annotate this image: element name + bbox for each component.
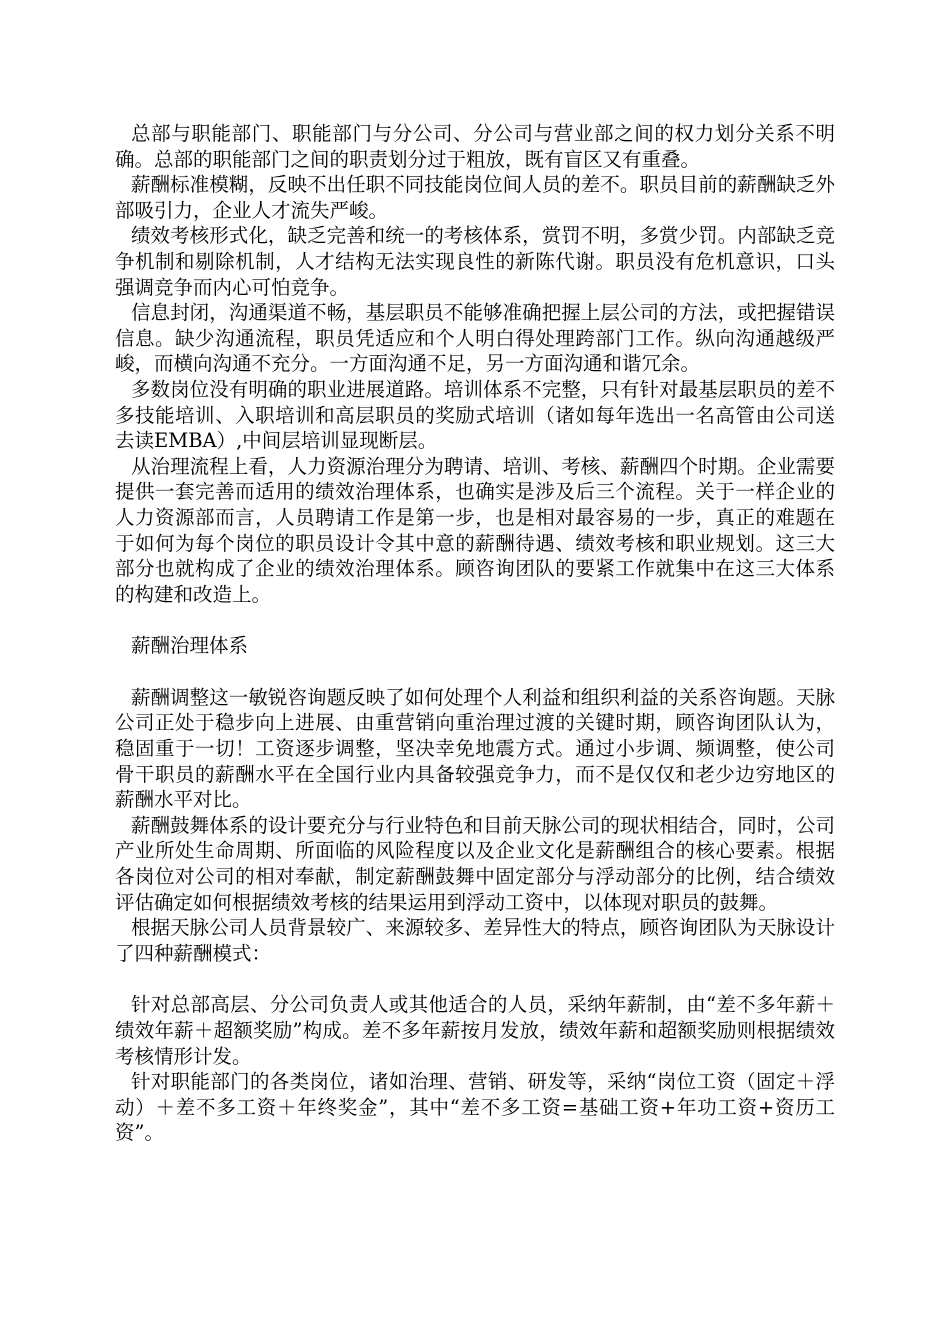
paragraph: 总部与职能部门、职能部门与分公司、分公司与营业部之间的权力划分关系不明确。总部的职能部门之间的职责划分过于粗放，既有盲区又有重叠。: [115, 122, 835, 171]
section-compensation: [115, 633, 835, 966]
paragraph: 针对总部高层、分公司负责人或其他适合的人员，采纳年薪制，由“差不多年薪＋绩效年薪＋超额奖励”构成。差不多年薪按月发放，绩效年薪和超额奖励则根据绩效考核情形计发。: [115, 993, 835, 1068]
section-salary-modes: [115, 992, 835, 1146]
paragraph: 信息封闭，沟通渠道不畅，基层职员不能够准确把握上层公司的方法，或把握错误信息。缺少沟通流程，职员凭适应和个人明白得处理跨部门工作。纵向沟通越级严峻，而横向沟通不充分。一方面沟通不足，另一方面沟通和谐冗余。: [115, 301, 835, 376]
paragraph: 薪酬鼓舞体系的设计要充分与行业特色和目前天脉公司的现状相结合，同时，公司产业所处生命周期、所面临的风险程度以及企业文化是薪酬组合的核心要素。根据各岗位对公司的相对奉献，制定薪酬鼓舞中固定部分与浮动部分的比例，结合绩效评估确定如何根据绩效考核的结果运用到浮动工资中，以体现对职员的鼓舞。: [115, 813, 835, 914]
section-heading: 薪酬治理体系: [131, 634, 249, 658]
spacer: [115, 659, 835, 685]
paragraph: 多数岗位没有明确的职业进展道路。培训体系不完整，只有针对最基层职员的差不多技能培训、入职培训和高层职员的奖励式培训（诸如每年选出一名高管由公司送去读EMBA）,中间层培训显现断层。: [115, 377, 835, 453]
section-problems: [115, 121, 835, 607]
paragraph: 绩效考核形式化，缺乏完善和统一的考核体系，赏罚不明，多赏少罚。内部缺乏竞争机制和剔除机制，人才结构无法实现良性的新陈代谢。职员没有危机意识，口头强调竞争而内心可怕竞争。: [115, 224, 835, 299]
paragraph: 从治理流程上看，人力资源治理分为聘请、培训、考核、薪酬四个时期。企业需要提供一套完善而适用的绩效治理体系，也确实是涉及后三个流程。关于一样企业的人力资源部而言，人员聘请工作是第一步，也是相对最容易的一步，真正的难题在于如何为每个岗位的职员设计令其中意的薪酬待遇、绩效考核和职业规划。这三大部分也就构成了企业的绩效治理体系。顾咨询团队的要紧工作就集中在这三大体系的构建和改造上。: [115, 454, 835, 606]
paragraph: 薪酬调整这一敏锐咨询题反映了如何处理个人利益和组织利益的关系咨询题。天脉公司正处于稳步向上进展、由重营销向重治理过渡的关键时期，顾咨询团队认为，稳固重于一切！工资逐步调整，坚决幸免地震方式。通过小步调、频调整，使公司骨干职员的薪酬水平在全国行业内具备较强竞争力，而不是仅仅和老少边穷地区的薪酬水平对比。: [115, 685, 835, 812]
document-page: [115, 121, 835, 1146]
paragraph: 针对职能部门的各类岗位，诸如治理、营销、研发等，采纳“岗位工资（固定＋浮动）＋差不多工资＋年终奖金”，其中“差不多工资=基础工资+年功工资+资历工资”。: [115, 1070, 835, 1145]
spacer: [115, 607, 835, 633]
spacer: [115, 966, 835, 992]
paragraph: 薪酬标准模糊，反映不出任职不同技能岗位间人员的差不。职员目前的薪酬缺乏外部吸引力，企业人才流失严峻。: [115, 173, 835, 222]
paragraph: 根据天脉公司人员背景较广、来源较多、差异性大的特点，顾咨询团队为天脉设计了四种薪酬模式：: [115, 916, 835, 965]
